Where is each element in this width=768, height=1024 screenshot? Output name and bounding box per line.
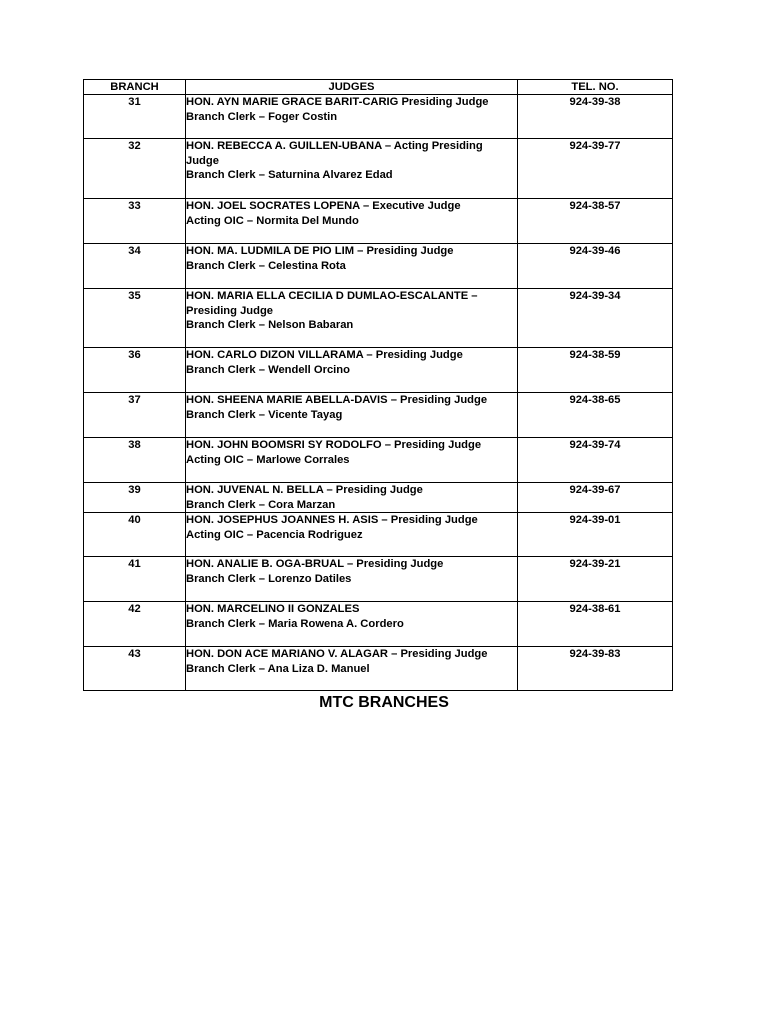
judges-cell xyxy=(186,199,518,244)
clerk-separator: – xyxy=(255,498,269,511)
clerk-line xyxy=(186,453,517,468)
clerk-role: Branch Clerk xyxy=(186,617,256,630)
clerk-separator: – xyxy=(255,319,269,331)
clerk-role: Branch Clerk xyxy=(186,259,256,272)
clerk-name: Celestina Rota xyxy=(268,259,346,272)
column-header-tel: TEL. NO. xyxy=(518,80,673,95)
judges-cell xyxy=(186,348,518,393)
judges-cell xyxy=(186,647,518,691)
clerk-separator: – xyxy=(243,528,257,541)
clerk-line xyxy=(186,572,517,587)
table-row xyxy=(84,557,673,602)
branch-number: 31 xyxy=(84,95,186,139)
clerk-line xyxy=(186,318,517,333)
judge-name: HON. JUVENAL N. BELLA – Presiding Judge xyxy=(186,484,423,496)
clerk-name: Saturnina Alvarez Edad xyxy=(268,169,393,181)
clerk-name: Wendell Orcino xyxy=(268,363,350,376)
clerk-separator: – xyxy=(255,572,269,585)
clerk-name: Ana Liza D. Manuel xyxy=(267,662,370,675)
clerk-separator: – xyxy=(255,169,269,181)
telephone-number: 924-39-34 xyxy=(518,289,673,348)
clerk-name: Marlowe Corrales xyxy=(256,453,350,466)
table-header-row xyxy=(84,80,673,95)
table-row xyxy=(84,95,673,139)
section-heading: MTC BRANCHES xyxy=(319,694,449,711)
table-row xyxy=(84,393,673,438)
clerk-name: Nelson Babaran xyxy=(268,319,354,331)
clerk-line xyxy=(186,259,517,274)
clerk-separator: – xyxy=(243,214,257,227)
branch-number: 39 xyxy=(84,483,186,513)
table-row xyxy=(84,647,673,691)
telephone-number: 924-39-46 xyxy=(518,244,673,289)
clerk-role: Branch Clerk xyxy=(186,169,256,181)
branch-number: 34 xyxy=(84,244,186,289)
branch-number: 37 xyxy=(84,393,186,438)
clerk-line xyxy=(186,110,517,125)
clerk-separator: – xyxy=(255,408,269,421)
table-row xyxy=(84,438,673,483)
table-row xyxy=(84,139,673,199)
branch-number: 40 xyxy=(84,513,186,557)
judge-name: HON. CARLO DIZON VILLARAMA – Presiding Judge xyxy=(186,349,463,361)
clerk-separator: – xyxy=(255,617,269,630)
clerk-role: Acting OIC xyxy=(186,453,244,466)
branch-number: 41 xyxy=(84,557,186,602)
clerk-role: Branch Clerk xyxy=(186,662,256,675)
telephone-number: 924-39-38 xyxy=(518,95,673,139)
judges-cell xyxy=(186,513,518,557)
branch-number: 32 xyxy=(84,139,186,199)
clerk-line xyxy=(186,617,517,632)
telephone-number: 924-39-01 xyxy=(518,513,673,557)
clerk-separator: – xyxy=(243,453,257,466)
judge-name: HON. MARCELINO II GONZALES xyxy=(186,603,360,615)
clerk-line xyxy=(186,498,517,513)
clerk-line xyxy=(186,662,517,677)
clerk-role: Branch Clerk xyxy=(186,572,256,585)
judge-name: HON. MARIA ELLA CECILIA D DUMLAO-ESCALANTE – Presiding Judge xyxy=(186,290,478,317)
branch-number: 33 xyxy=(84,199,186,244)
judge-name: HON. AYN MARIE GRACE BARIT-CARIG Presiding Judge xyxy=(186,96,489,108)
judges-cell xyxy=(186,95,518,139)
clerk-separator: – xyxy=(255,363,269,376)
clerk-role: Branch Clerk xyxy=(186,363,256,376)
table-row xyxy=(84,483,673,513)
judge-name: HON. JOHN BOOMSRI SY RODOLFO – Presiding Judge xyxy=(186,439,482,451)
clerk-line xyxy=(186,528,517,543)
judges-cell xyxy=(186,244,518,289)
table-row xyxy=(84,244,673,289)
clerk-role: Acting OIC xyxy=(186,214,244,227)
telephone-number: 924-39-77 xyxy=(518,139,673,199)
judge-name: HON. JOEL SOCRATES LOPENA – Executive Judge xyxy=(186,200,461,212)
judge-name: HON. ANALIE B. OGA-BRUAL – Presiding Judge xyxy=(186,558,444,570)
table-row xyxy=(84,289,673,348)
telephone-number: 924-38-61 xyxy=(518,602,673,647)
column-header-branch: BRANCH xyxy=(84,80,186,95)
clerk-name: Lorenzo Datiles xyxy=(268,572,352,585)
telephone-number: 924-39-67 xyxy=(518,483,673,513)
judges-cell xyxy=(186,139,518,199)
judge-name: HON. SHEENA MARIE ABELLA-DAVIS – Presiding Judge xyxy=(186,394,488,406)
clerk-name: Maria Rowena A. Cordero xyxy=(268,617,404,630)
clerk-role: Branch Clerk xyxy=(186,498,256,511)
table-row xyxy=(84,199,673,244)
judge-name: HON. JOSEPHUS JOANNES H. ASIS – Presiding Judge xyxy=(186,514,478,526)
judge-name: HON. DON ACE MARIANO V. ALAGAR – Presiding Judge xyxy=(186,648,488,660)
judges-cell xyxy=(186,289,518,348)
telephone-number: 924-38-65 xyxy=(518,393,673,438)
table-row xyxy=(84,602,673,647)
clerk-separator: – xyxy=(255,662,268,675)
branch-number: 38 xyxy=(84,438,186,483)
judges-cell xyxy=(186,438,518,483)
clerk-name: Cora Marzan xyxy=(268,498,336,511)
judge-name: HON. REBECCA A. GUILLEN-UBANA – Acting Presiding Judge xyxy=(186,140,483,167)
branch-number: 35 xyxy=(84,289,186,348)
judges-cell xyxy=(186,483,518,513)
clerk-role: Branch Clerk xyxy=(186,110,256,123)
judges-cell xyxy=(186,602,518,647)
telephone-number: 924-39-83 xyxy=(518,647,673,691)
branch-directory-table xyxy=(83,79,673,691)
clerk-name: Pacencia Rodriguez xyxy=(256,528,363,541)
table-body xyxy=(84,95,673,691)
branch-number: 36 xyxy=(84,348,186,393)
clerk-separator: – xyxy=(255,259,269,272)
judges-cell xyxy=(186,393,518,438)
clerk-name: Foger Costin xyxy=(268,110,338,123)
clerk-role: Branch Clerk xyxy=(186,319,256,331)
telephone-number: 924-38-57 xyxy=(518,199,673,244)
telephone-number: 924-39-21 xyxy=(518,557,673,602)
telephone-number: 924-39-74 xyxy=(518,438,673,483)
clerk-name: Normita Del Mundo xyxy=(256,214,359,227)
clerk-line xyxy=(186,168,517,183)
clerk-name: Vicente Tayag xyxy=(268,408,343,421)
clerk-separator: – xyxy=(255,110,269,123)
column-header-judges: JUDGES xyxy=(186,80,518,95)
clerk-line xyxy=(186,214,517,229)
judge-name: HON. MA. LUDMILA DE PIO LIM – Presiding Judge xyxy=(186,245,454,257)
telephone-number: 924-38-59 xyxy=(518,348,673,393)
clerk-line xyxy=(186,363,517,378)
branch-number: 43 xyxy=(84,647,186,691)
clerk-role: Branch Clerk xyxy=(186,408,256,421)
branch-number: 42 xyxy=(84,602,186,647)
clerk-line xyxy=(186,408,517,423)
clerk-role: Acting OIC xyxy=(186,528,244,541)
judges-cell xyxy=(186,557,518,602)
table-row xyxy=(84,348,673,393)
table-row xyxy=(84,513,673,557)
